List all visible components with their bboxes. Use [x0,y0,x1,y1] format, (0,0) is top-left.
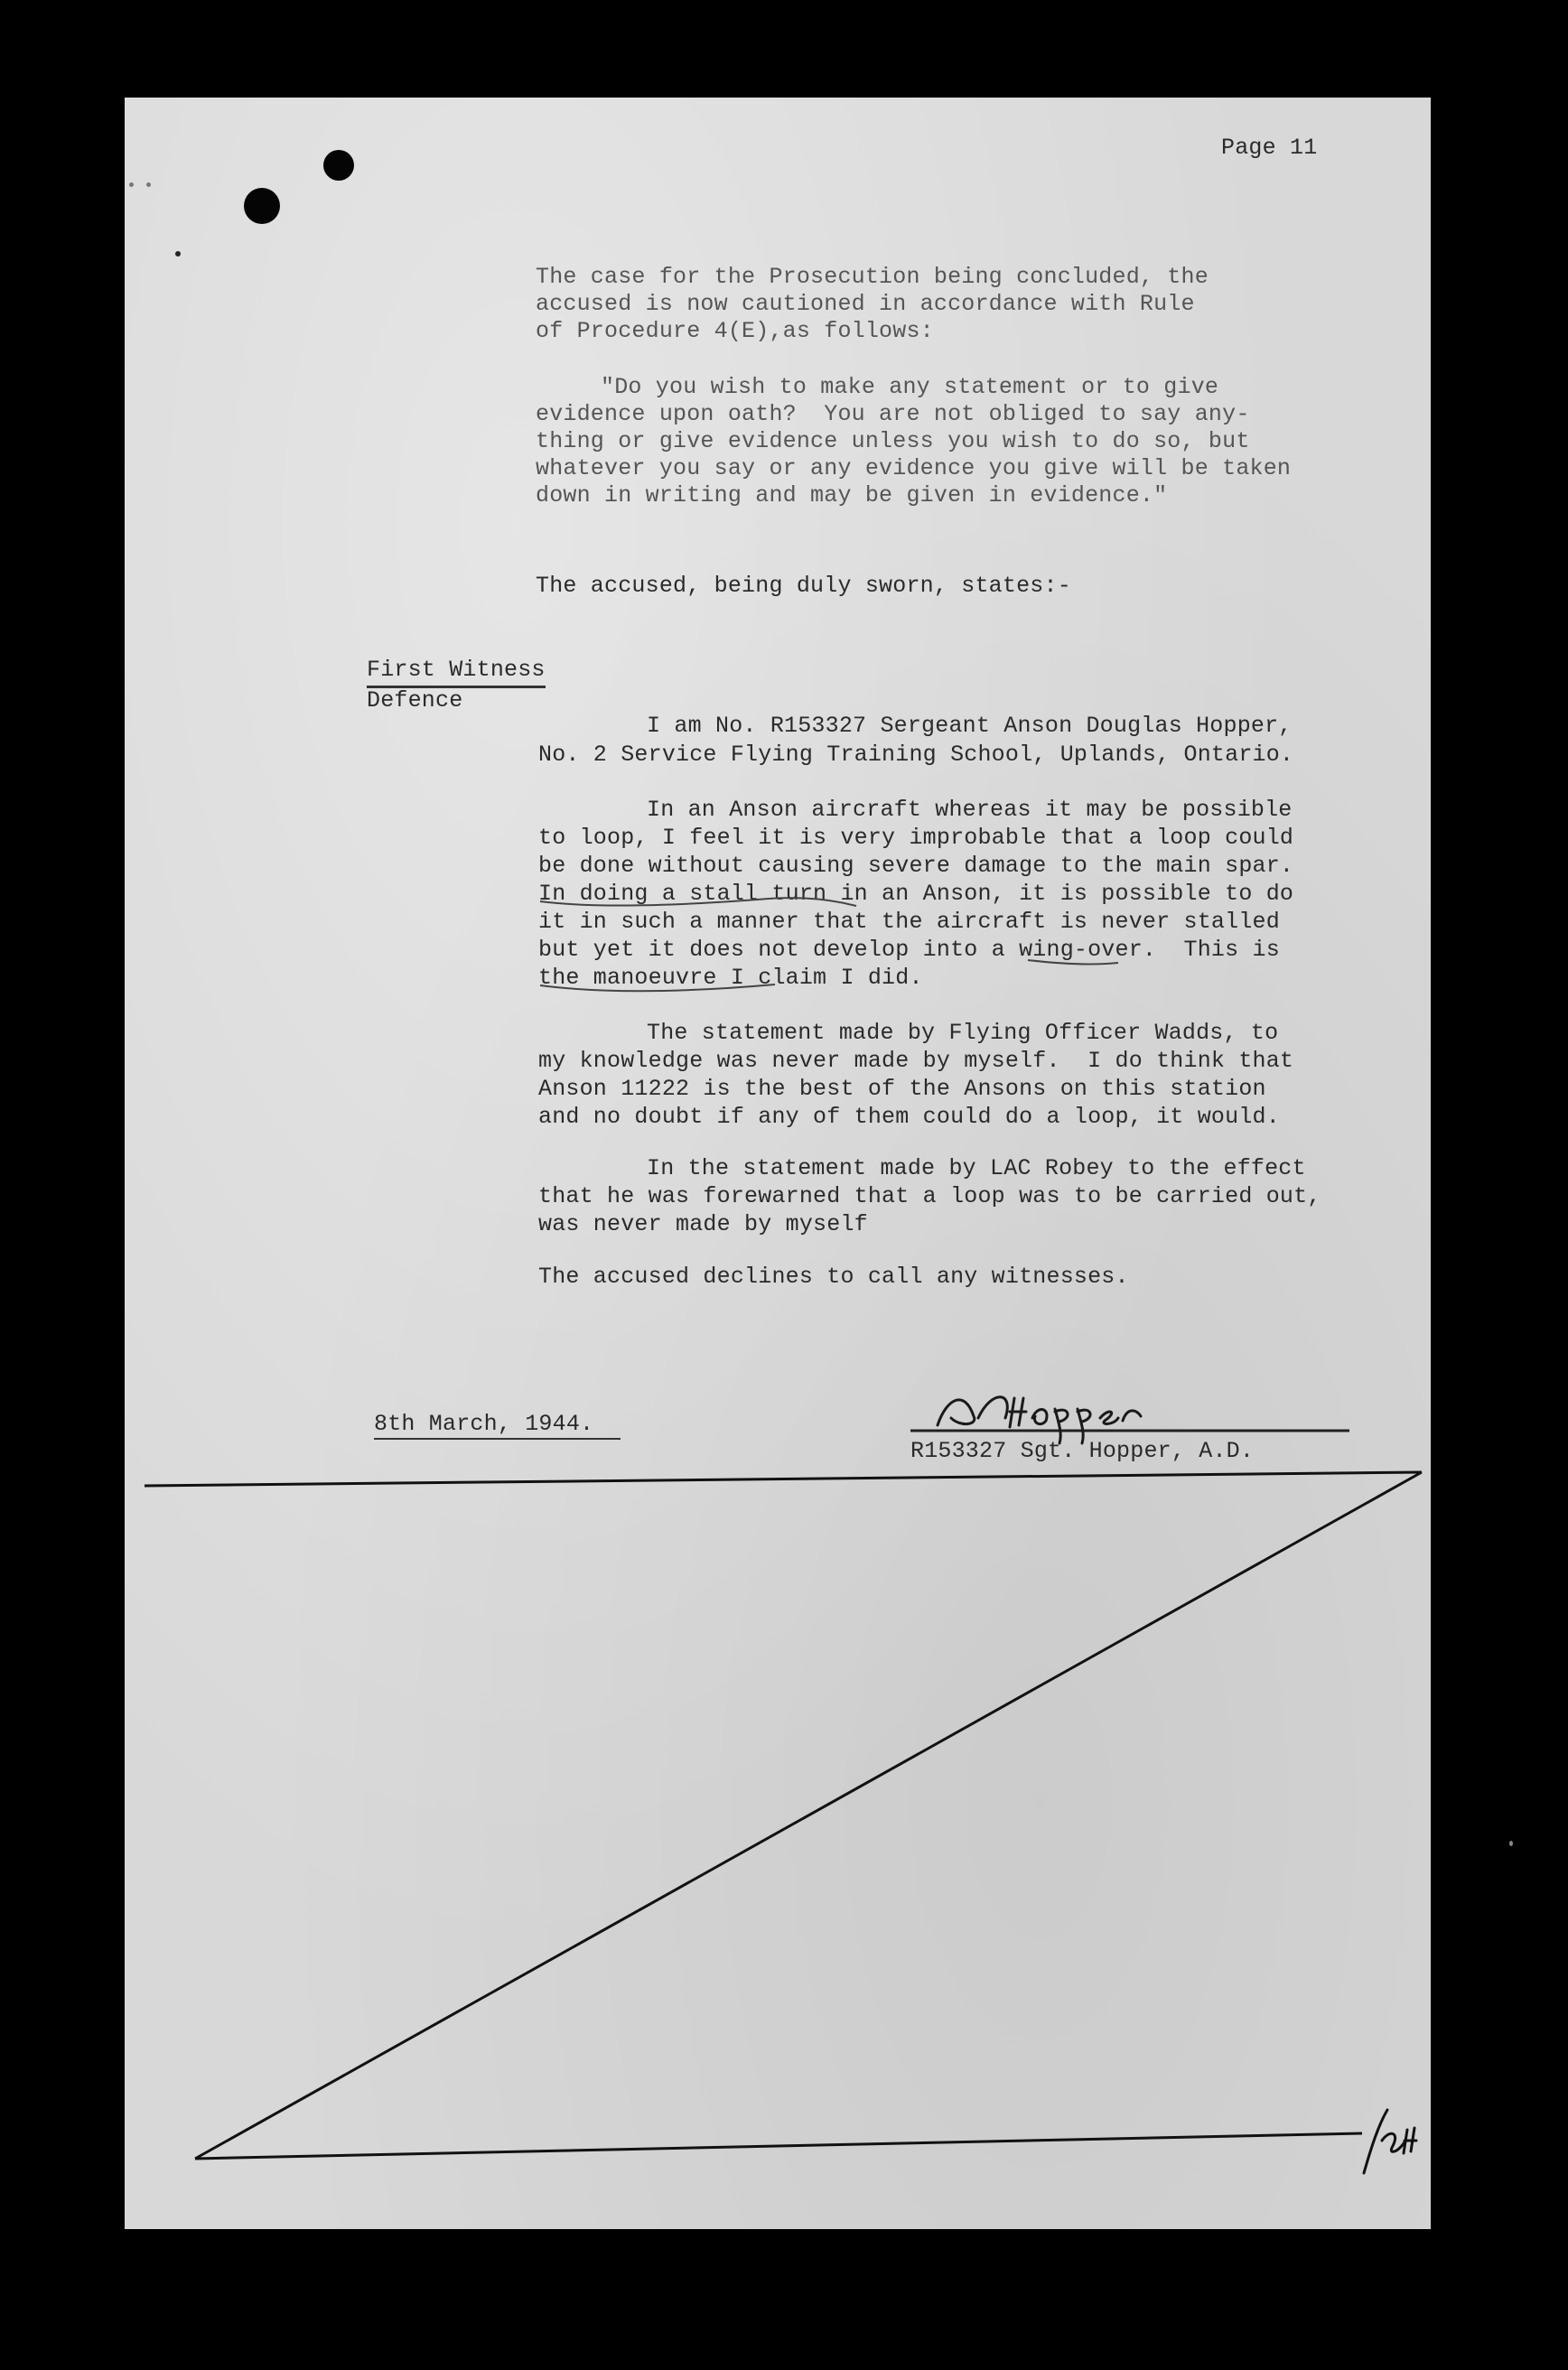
statement-line: In the statement made by LAC Robey to the effect [647,1155,1306,1181]
statement-line: The statement made by Flying Officer Wadds, to [647,1020,1279,1046]
cancellation-marks [145,1472,1422,2159]
caution-line: down in writing and may be given in evidence." [536,482,1168,509]
statement-line: In doing a stall turn in an Anson, it is possible to do [538,881,1294,907]
witness-subheading: Defence [367,687,463,714]
caution-line: "Do you wish to make any statement or to give [601,374,1219,400]
stray-mark [146,182,151,187]
intro-line: The case for the Prosecution being concluded, the [536,264,1209,290]
sworn-line: The accused, being duly sworn, states:- [536,573,1071,599]
statement-line: be done without causing severe damage to the main spar. [538,853,1294,879]
intro-line: of Procedure 4(E),as follows: [536,318,934,344]
statement-line: I am No. R153327 Sergeant Anson Douglas Hopper, [647,713,1293,739]
statement-line: the manoeuvre I claim I did. [538,965,923,991]
markings-overlay [125,98,1431,2229]
typed-signature: R153327 Sgt. Hopper, A.D. [910,1438,1255,1464]
statement-line: was never made by myself [538,1211,868,1237]
witness-heading: First Witness [367,656,546,688]
statement-line: to loop, I feel it is very improbable that a loop could [538,825,1294,851]
declines-line: The accused declines to call any witnesses. [538,1264,1129,1290]
statement-line: but yet it does not develop into a wing-over. This is [538,937,1280,963]
caution-line: evidence upon oath? You are not obliged to say any- [536,401,1250,427]
handwritten-signature [938,1397,1141,1443]
caution-line: whatever you say or any evidence you give will be taken [536,455,1292,481]
page-number: Page 11 [1221,135,1318,161]
statement-line: No. 2 Service Flying Training School, Uplands, Ontario. [538,742,1294,768]
caution-line: thing or give evidence unless you wish to do so, but [536,428,1250,454]
document-page [125,98,1431,2229]
statement-line: my knowledge was never made by myself. I do think that [538,1048,1294,1074]
handwritten-initials [1364,2110,1416,2173]
stray-mark [1509,1841,1513,1846]
statement-line: Anson 11222 is the best of the Ansons on this station [538,1076,1266,1102]
intro-line: accused is now cautioned in accordance with Rule [536,291,1195,317]
date: 8th March, 1944. [374,1410,621,1440]
statement-line: and no doubt if any of them could do a loop, it would. [538,1104,1280,1130]
stray-mark [129,182,134,187]
statement-line: that he was forewarned that a loop was to be carried out, [538,1183,1321,1209]
statement-line: In an Anson aircraft whereas it may be possible [647,797,1293,823]
statement-line: it in such a manner that the aircraft is never stalled [538,909,1280,935]
stray-mark [175,251,181,257]
